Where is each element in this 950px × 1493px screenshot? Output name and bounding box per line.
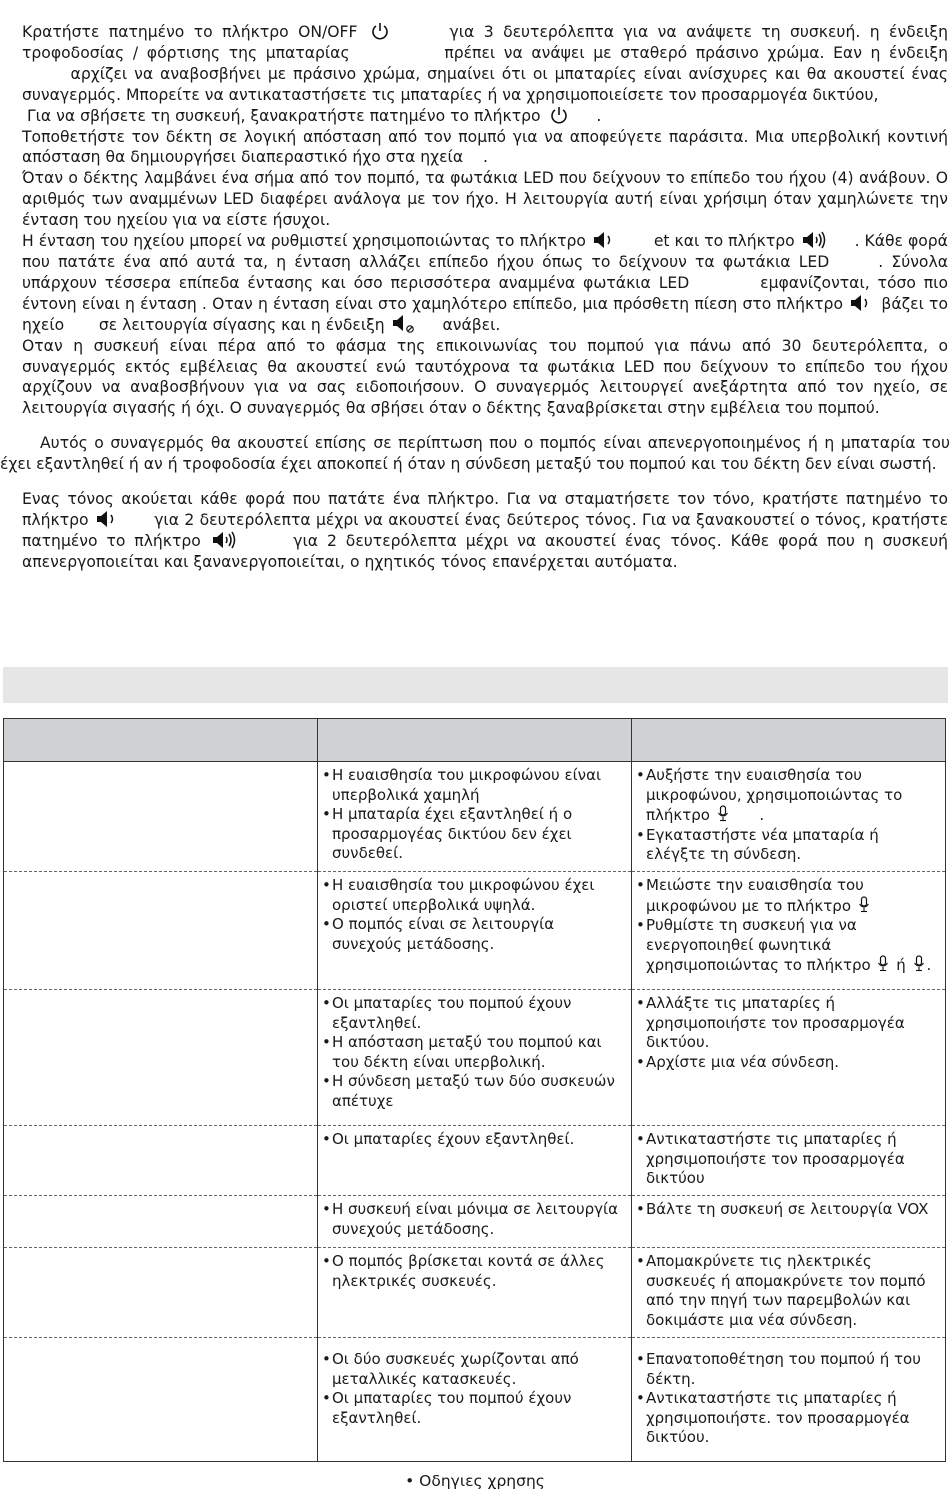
cause-item: • Οι μπαταρίες του πομπού έχουν εξαντληθεί. bbox=[321, 994, 628, 1033]
solution-item: • Βάλτε τη συσκευή σε λειτουργία VOX bbox=[635, 1200, 942, 1220]
table-row bbox=[4, 1126, 946, 1196]
problem-cell bbox=[4, 1196, 318, 1248]
cause-item: • Οι μπαταρίες έχουν εξαντληθεί. bbox=[321, 1130, 628, 1150]
microphone-icon bbox=[858, 896, 870, 914]
volume-up-icon bbox=[802, 231, 828, 249]
solution-cell bbox=[632, 1196, 946, 1248]
table-row bbox=[4, 990, 946, 1126]
cause-item: • Οι μπαταρίες του πομπού έχουν εξαντληθεί. bbox=[321, 1389, 628, 1428]
cause-item: • Η ευαισθησία του μικροφώνου έχει οριστεί υπερβολικά υψηλά. bbox=[321, 876, 628, 915]
volume-up-icon bbox=[212, 531, 238, 549]
section-header-bar bbox=[3, 667, 948, 703]
solution-item: • Αντικαταστήστε τις μπαταρίες ή χρησιμοποιήστε. τον προσαρμογέα δικτύου. bbox=[635, 1389, 942, 1448]
power-icon bbox=[369, 22, 391, 40]
table-header-row bbox=[4, 719, 946, 762]
solution-item: • Αυξήστε την ευαισθησία του μικροφώνου, χρησιμοποιώντας το πλήκτρο . bbox=[635, 766, 942, 826]
header-problem bbox=[4, 719, 318, 762]
solution-item: • Ρυθμίστε τη συσκευή για να ενεργοποιηθεί φωνητικά χρησιμοποιώντας το πλήκτρο ή . bbox=[635, 916, 942, 976]
solution-cell bbox=[632, 1338, 946, 1462]
volume-down-icon bbox=[96, 510, 120, 528]
problem-cell bbox=[4, 1338, 318, 1462]
table-row bbox=[4, 1338, 946, 1462]
cause-cell bbox=[318, 1126, 632, 1196]
cause-cell bbox=[318, 872, 632, 990]
cause-item: • Ο πομπός είναι σε λειτουργία συνεχούς μετάδοσης. bbox=[321, 915, 628, 954]
solution-cell bbox=[632, 990, 946, 1126]
page-footer: • Οδηγιες χρησης bbox=[405, 1472, 545, 1490]
cause-item: • Οι δύο συσκευές χωρίζονται από μεταλλικές κατασκευές. bbox=[321, 1350, 628, 1389]
solution-cell bbox=[632, 1126, 946, 1196]
solution-cell bbox=[632, 872, 946, 990]
paragraph-out-of-range: Οταν η συσκευή είναι πέρα από το φάσμα της επικοινωνίας του πομπού για πάνω από 30 δευτερόλεπτα, ο συναγερμός εκτός εμβέλειας θα ακουστεί ενώ ταυτόχρονα τα φωτάκια LED που δείχνουν το επίπεδο του ήχου αρχίζουν να αναβοσβήνουν για να σας ειδοποιήσουν. Ο συναγερμός λειτουργεί ανεξάρτητα από τον ηχείο, σε λειτουργία σιγασής ή όχι. Ο συναγερμός θα σβήσει όταν ο δέκτης ξαναβρίσκεται στην εμβέλεια του πομπού. bbox=[22, 336, 948, 418]
problem-cell bbox=[4, 1126, 318, 1196]
header-solution bbox=[632, 719, 946, 762]
paragraph-led: Όταν ο δέκτης λαμβάνει ένα σήμα από τον πομπό, τα φωτάκια LED που δείχνουν το επίπεδο του ήχου (4) ανάβουν. Ο αριθμός των αναμμένων LED διαφέρει ανάλογα με τον ήχο. Η λειτουργία αυτή είναι χρήσιμη όταν χαμηλώνετε την ένταση του ηχείου για να είστε ήσυχοι. bbox=[22, 169, 948, 230]
problem-cell bbox=[4, 1248, 318, 1338]
paragraph-volume: Η ένταση του ηχείου μπορεί να ρυθμιστεί χρησιμοποιώντας το πλήκτρο et και το πλήκτρο . Κάθε φορά που πατάτε ένα από αυτά τα, η ένταση αλλάζει επίπεδο ήχου όπως το δείχνουν τα φωτάκια LED . Σύνολα υπάρχουν τέσσερα επίπεδα έντασης και όσο περισσότερα αναμμένα φωτάκια LED εμφανίζονται, τόσο πιο έντονη είναι η ένταση . Οταν η ένταση είναι στο χαμηλότερο επίπεδο, μια πρόσθετη πίεση στο πλήκτρο βάζει το ηχείο σε λειτουργία σίγασης και η ένδειξη ανάβει. bbox=[22, 232, 948, 334]
cause-cell bbox=[318, 1338, 632, 1462]
cause-item: • Η απόσταση μεταξύ του πομπού και του δέκτη είναι υπερβολική. bbox=[321, 1033, 628, 1072]
paragraph-alarm: Αυτός ο συναγερμός θα ακουστεί επίσης σε περίπτωση που ο πομπός είναι απενεργοποιημένος ή η μπαταρία του έχει εξαντληθεί ή αν ή τροφοδοσία έχει αποκοπεί ή όταν η σύνδεση μεταξύ του πομπού και του δέκτη δεν είναι σωστή. bbox=[0, 434, 950, 474]
solution-cell bbox=[632, 762, 946, 872]
microphone-icon bbox=[717, 805, 729, 823]
cause-item: • Η συσκευή είναι μόνιμα σε λειτουργία συνεχούς μετάδοσης. bbox=[321, 1200, 628, 1239]
solution-cell bbox=[632, 1248, 946, 1338]
paragraph-power-off: Για να σβήσετε τη συσκευή, ξανακρατήστε πατημένο το πλήκτρο . bbox=[26, 106, 602, 125]
solution-item: • Αντικαταστήστε τις μπαταρίες ή χρησιμοποιήστε τον προσαρμογέα δικτύου bbox=[635, 1130, 942, 1189]
problem-cell bbox=[4, 872, 318, 990]
paragraph-key-tone: Ενας τόνος ακούεται κάθε φορά που πατάτε ένα πλήκτρο. Για να σταματήσετε τον τόνο, κρατήστε πατημένο το πλήκτρο για 2 δευτερόλεπτα μέχρι να ακουστεί ένας δεύτερος τόνος. Για να ξανακουστεί ο τόνος, κρατήστε πατημένο το πλήκτρο για 2 δευτερόλεπτα μέχρι να ακουστεί ένας τόνος. Κάθε φορά που η συσκευή απενεργοποιείται και ξανανεργοποιείται, ο ηχητικός τόνος επανέρχεται αυτόματα. bbox=[22, 490, 949, 571]
cause-cell bbox=[318, 1196, 632, 1248]
paragraph-power-on: Κρατήστε πατημένο το πλήκτρο ON/OFF για 3 δευτερόλεπτα για να ανάψετε τη συσκευή. η ένδειξη τροφοδοσίας / φόρτισης της μπαταρίας πρέπει να ανάψει με σταθερό πράσινο χρώμα. Εαν η ένδειξη αρχίζει να αναβοσβήνει με πράσινο χρώμα, σημαίνει ότι οι μπαταρίες είναι ανίσχυρες και θα ακουστεί ένας συναγερμός. Μπορείτε να αντικαταστήσετε τις μπαταρίες ή να χρησιμοποιείσετε τον προσαρμογέα δικτύου, bbox=[22, 23, 948, 104]
volume-down-icon bbox=[850, 294, 874, 312]
microphone-icon bbox=[877, 955, 889, 973]
table-row bbox=[4, 1196, 946, 1248]
problem-cell bbox=[4, 990, 318, 1126]
solution-item: • Επανατοποθέτηση του πομπού ή του δέκτη. bbox=[635, 1350, 942, 1389]
cause-cell bbox=[318, 990, 632, 1126]
paragraph-distance: Τοποθετήστε τον δέκτη σε λογική απόσταση από τον πομπό για να αποφεύγετε παράσιτα. Μια υπερβολική κοντινή απόσταση θα δημιουργήσει διαπεραστικό ήχο στα ηχεία . bbox=[22, 127, 948, 167]
cause-item: • Η σύνδεση μεταξύ των δύο συσκευών απέτυχε bbox=[321, 1072, 628, 1111]
solution-item: • Αρχίστε μια νέα σύνδεση. bbox=[635, 1053, 942, 1073]
solution-item: • Απομακρύνετε τις ηλεκτρικές συσκευές ή απομακρύνετε τον πομπό από την πηγή των παρεμβολών και δοκιμάστε μια νέα σύνδεση. bbox=[635, 1252, 942, 1330]
power-icon bbox=[548, 106, 570, 124]
cause-item: • Ο πομπός βρίσκεται κοντά σε άλλες ηλεκτρικές συσκευές. bbox=[321, 1252, 628, 1291]
troubleshooting-table bbox=[3, 718, 946, 1462]
cause-item: • Η ευαισθησία του μικροφώνου είναι υπερβολικά χαμηλή bbox=[321, 766, 628, 805]
volume-down-icon bbox=[593, 231, 617, 249]
cause-cell bbox=[318, 1248, 632, 1338]
mute-icon bbox=[392, 315, 416, 333]
solution-item: • Εγκαταστήστε νέα μπαταρία ή ελέγξτε τη σύνδεση. bbox=[635, 826, 942, 865]
header-cause bbox=[318, 719, 632, 762]
problem-cell bbox=[4, 762, 318, 872]
table-row bbox=[4, 872, 946, 990]
instructions-text bbox=[0, 22, 950, 573]
cause-item: • Η μπαταρία έχει εξαντληθεί ή ο προσαρμογέας δικτύου δεν έχει συνδεθεί. bbox=[321, 805, 628, 864]
cause-cell bbox=[318, 762, 632, 872]
microphone-icon bbox=[913, 955, 925, 973]
solution-item: • Μειώστε την ευαισθησία του μικροφώνου με το πλήκτρο bbox=[635, 876, 942, 916]
table-row bbox=[4, 1248, 946, 1338]
solution-item: • Αλλάξτε τις μπαταρίες ή χρησιμοποιήστε τον προσαρμογέα δικτύου. bbox=[635, 994, 942, 1053]
table-row bbox=[4, 762, 946, 872]
